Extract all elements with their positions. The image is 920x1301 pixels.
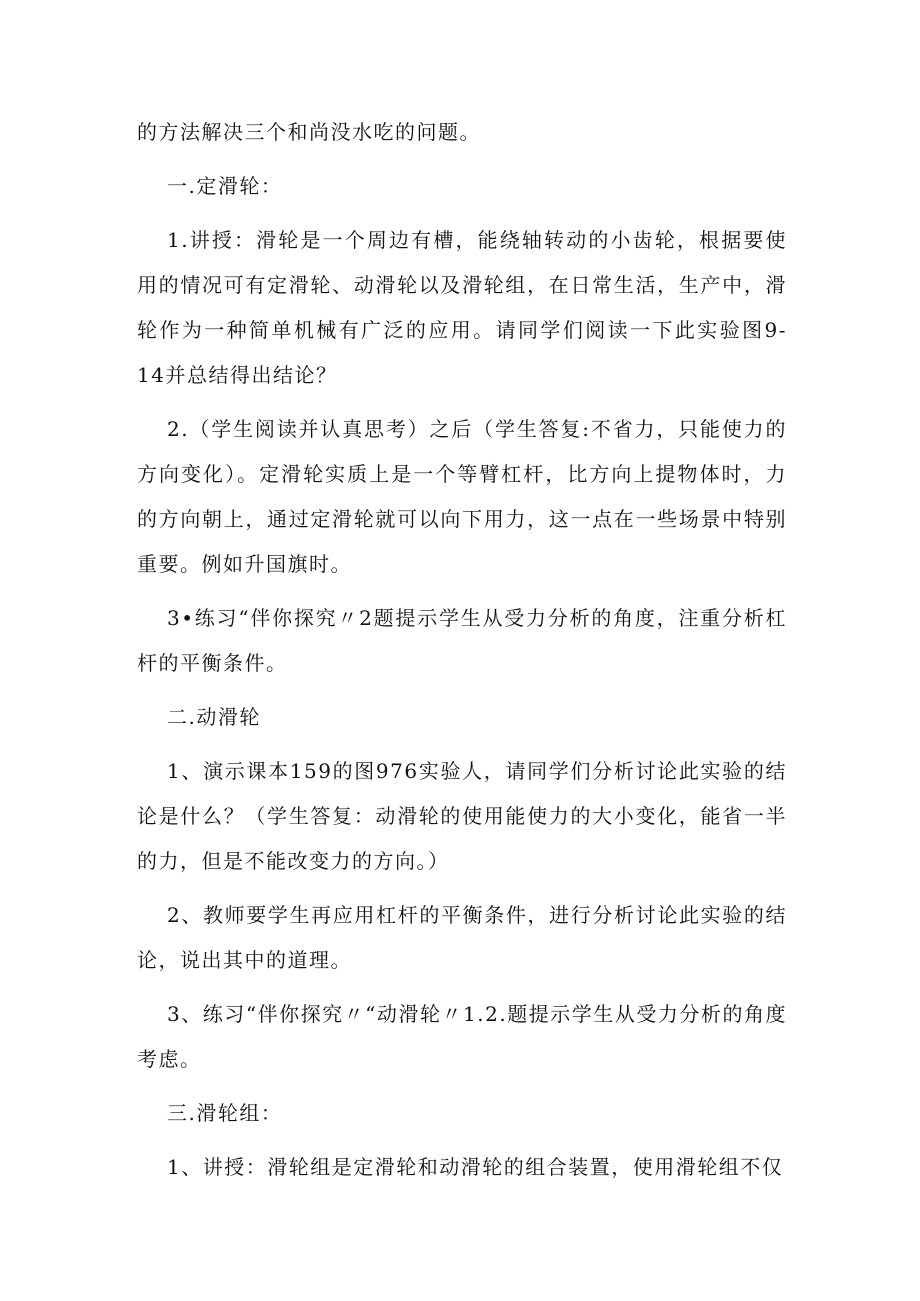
section-heading-fixed-pulley: 一.定滑轮： (167, 174, 283, 198)
paragraph-movable-pulley-demo: 1、演示课本159的图976实验人，请同学们分析讨论此实验的结论是什么？（学生答复：动滑轮的使用能使力的大小变化，能省一半的力，但是不能改变力的方向。） (137, 759, 787, 873)
section-heading-pulley-block: 三.滑轮组： (167, 1101, 283, 1125)
document-body (137, 110, 787, 1199)
paragraph-fixed-pulley-answer: 2.（学生阅读并认真思考）之后（学生答复:不省力，只能使力的方向变化）。定滑轮实质上是一个等臂杠杆，比方向上提物体时，力的方向朝上，通过定滑轮就可以向下用力，这一点在一些场景中特别重要。例如升国旗时。 (137, 417, 787, 576)
paragraph-pulley-block-intro: 1、讲授：滑轮组是定滑轮和动滑轮的组合装置，使用滑轮组不仅 (167, 1155, 784, 1179)
paragraph-fixed-pulley-exercise: 3•练习“伴你探究〃2题提示学生从受力分析的角度，注重分析杠杆的平衡条件。 (137, 606, 787, 675)
section-heading-movable-pulley: 二.动滑轮 (167, 705, 261, 729)
paragraph-continuation: 的方法解决三个和尚没水吃的问题。 (137, 120, 481, 144)
paragraph-fixed-pulley-intro: 1.讲授：滑轮是一个周边有槽，能绕轴转动的小齿轮，根据要使用的情况可有定滑轮、动滑轮以及滑轮组，在日常生活，生产中，滑轮作为一种简单机械有广泛的应用。请同学们阅读一下此实验图9-14并总结得出结论？ (137, 228, 787, 387)
paragraph-movable-pulley-exercise: 3、练习“伴你探究〃“动滑轮〃1.2.题提示学生从受力分析的角度考虑。 (137, 1002, 787, 1071)
paragraph-movable-pulley-analysis: 2、教师要学生再应用杠杆的平衡条件，进行分析讨论此实验的结论，说出其中的道理。 (137, 903, 787, 972)
